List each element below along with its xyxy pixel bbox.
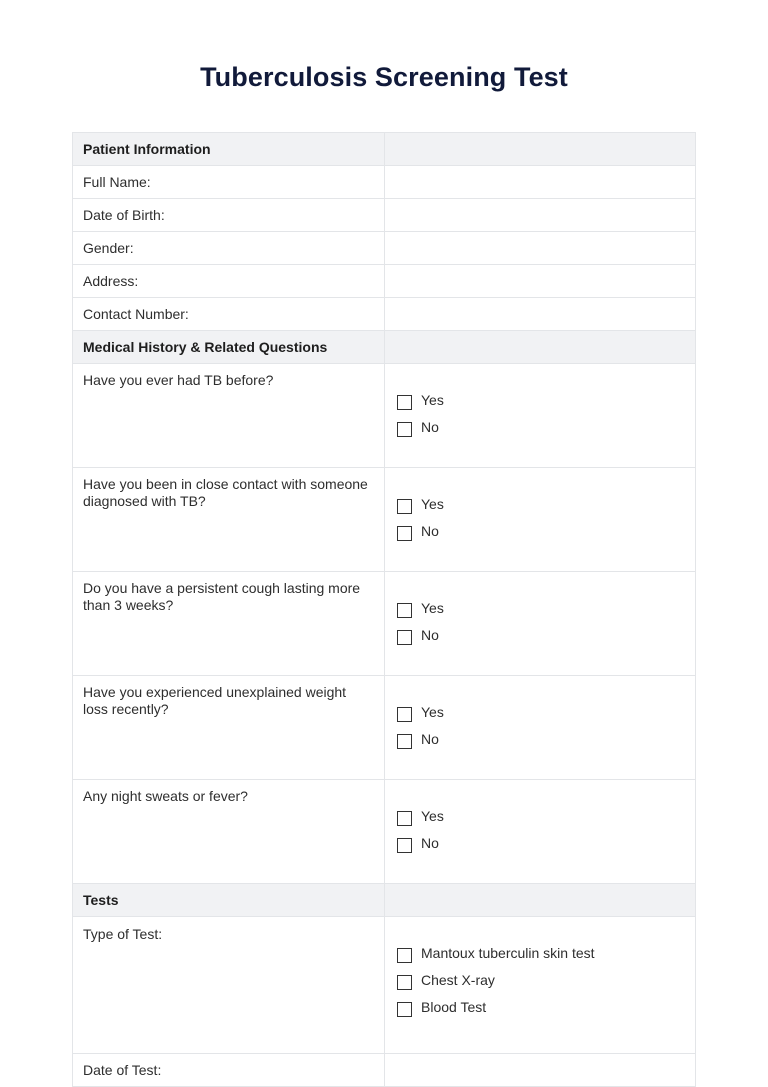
checkbox[interactable] [397, 499, 412, 514]
screening-form-table [72, 132, 696, 1087]
question-row-had-tb-before [73, 364, 696, 468]
checkbox[interactable] [397, 948, 412, 963]
contact-number-field[interactable] [385, 298, 696, 331]
field-label: Full Name: [73, 166, 385, 199]
checkbox[interactable] [397, 422, 412, 437]
option-blood-test[interactable]: Blood Test [397, 990, 685, 1023]
option-yes[interactable]: Yes [397, 695, 685, 728]
option-no[interactable]: No [397, 722, 685, 755]
field-row-contact-number [73, 298, 696, 331]
field-row-address [73, 265, 696, 298]
checkbox[interactable] [397, 734, 412, 749]
section-header-medical-history [73, 331, 696, 364]
answer-options [395, 468, 685, 547]
option-no[interactable]: No [397, 826, 685, 859]
section-header-tests [73, 884, 696, 917]
field-label: Address: [73, 265, 385, 298]
field-label: Date of Birth: [73, 199, 385, 232]
checkbox[interactable] [397, 707, 412, 722]
checkbox[interactable] [397, 1002, 412, 1017]
section-heading-blank [385, 133, 696, 166]
section-heading: Tests [73, 884, 385, 917]
type-of-test-row [73, 917, 696, 1054]
question-row-close-contact [73, 468, 696, 572]
section-heading: Medical History & Related Questions [73, 331, 385, 364]
question-row-night-sweats [73, 780, 696, 884]
section-header-patient-information [73, 133, 696, 166]
option-yes[interactable]: Yes [397, 591, 685, 624]
option-mantoux-skin-test[interactable]: Mantoux tuberculin skin test [397, 936, 685, 969]
question-text: Do you have a persistent cough lasting more than 3 weeks? [73, 572, 385, 676]
checkbox[interactable] [397, 526, 412, 541]
question-text: Have you ever had TB before? [73, 364, 385, 468]
date-of-test-row [73, 1054, 696, 1087]
field-row-date-of-birth [73, 199, 696, 232]
page-title: Tuberculosis Screening Test [200, 62, 568, 92]
answer-options [395, 364, 685, 443]
date-of-birth-field[interactable] [385, 199, 696, 232]
option-yes[interactable]: Yes [397, 487, 685, 520]
field-row-gender [73, 232, 696, 265]
option-chest-xray[interactable]: Chest X-ray [397, 963, 685, 996]
option-yes[interactable]: Yes [397, 799, 685, 832]
checkbox[interactable] [397, 603, 412, 618]
answer-options [395, 676, 685, 755]
checkbox[interactable] [397, 630, 412, 645]
option-no[interactable]: No [397, 618, 685, 651]
section-heading-blank [385, 884, 696, 917]
option-no[interactable]: No [397, 514, 685, 547]
question-row-weight-loss [73, 676, 696, 780]
field-label: Type of Test: [73, 917, 385, 1054]
section-heading: Patient Information [73, 133, 385, 166]
question-text: Have you been in close contact with someone diagnosed with TB? [73, 468, 385, 572]
question-row-persistent-cough [73, 572, 696, 676]
checkbox[interactable] [397, 811, 412, 826]
test-type-options [395, 917, 685, 1023]
gender-field[interactable] [385, 232, 696, 265]
field-label: Gender: [73, 232, 385, 265]
question-text: Have you experienced unexplained weight loss recently? [73, 676, 385, 780]
question-text: Any night sweats or fever? [73, 780, 385, 884]
answer-options [395, 780, 685, 859]
field-row-full-name [73, 166, 696, 199]
full-name-field[interactable] [385, 166, 696, 199]
field-label: Date of Test: [73, 1054, 385, 1087]
section-heading-blank [385, 331, 696, 364]
address-field[interactable] [385, 265, 696, 298]
date-of-test-field[interactable] [385, 1054, 696, 1087]
option-no[interactable]: No [397, 410, 685, 443]
answer-options [395, 572, 685, 651]
checkbox[interactable] [397, 838, 412, 853]
checkbox[interactable] [397, 975, 412, 990]
field-label: Contact Number: [73, 298, 385, 331]
checkbox[interactable] [397, 395, 412, 410]
option-yes[interactable]: Yes [397, 383, 685, 416]
